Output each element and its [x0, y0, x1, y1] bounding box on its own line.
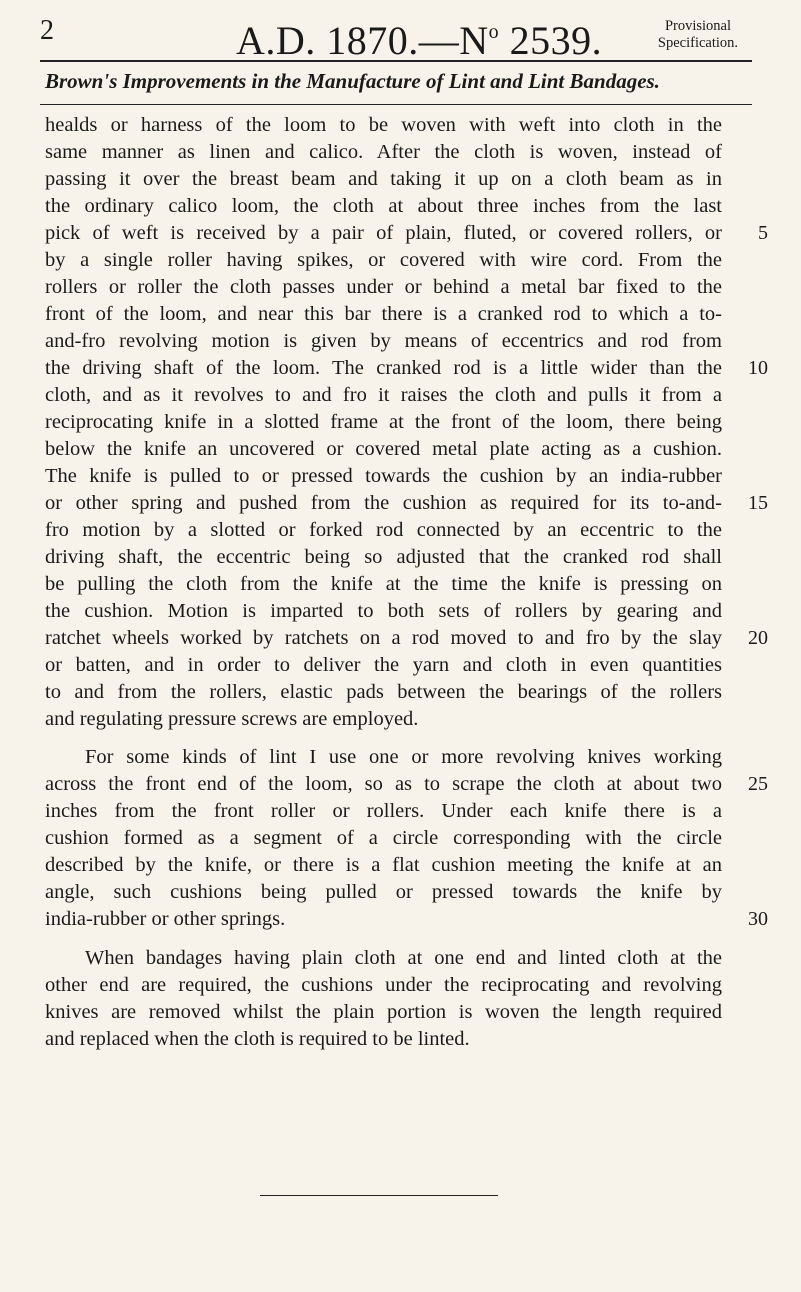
text-line: same manner as linen and calico. After the cloth is woven, instead of: [45, 141, 722, 163]
title-prefix: A.D. 1870.—N: [236, 18, 489, 63]
text-line: rollers or roller the cloth passes under or behind a metal bar fixed to the: [45, 276, 722, 298]
text-line: the driving shaft of the loom. The cranked rod is a little wider than the: [45, 357, 722, 379]
running-subtitle: Brown's Improvements in the Manufacture of Lint and Lint Bandages.: [45, 69, 660, 93]
text-line: and-fro revolving motion is given by means of eccentrics and rod from: [45, 330, 722, 352]
margin-line-number: 10: [748, 357, 768, 379]
text-line: cloth, and as it revolves to and fro it raises the cloth and pulls it from a: [45, 384, 722, 406]
text-line: other end are required, the cushions under the reciprocating and revolving: [45, 974, 722, 996]
text-line: fro motion by a slotted or forked rod connected by an eccentric to the: [45, 519, 722, 541]
text-line: by a single roller having spikes, or covered with wire cord. From the: [45, 249, 722, 271]
text-line: When bandages having plain cloth at one end and linted cloth at the: [85, 947, 722, 969]
text-line: across the front end of the loom, so as to scrape the cloth at about two: [45, 773, 722, 795]
text-line: pick of weft is received by a pair of plain, fluted, or covered rollers, or: [45, 222, 722, 244]
text-line: be pulling the cloth from the knife at the time the knife is pressing on: [45, 573, 722, 595]
margin-line-number: 30: [748, 908, 768, 930]
margin-line-number: 5: [758, 222, 768, 244]
text-line: or batten, and in order to deliver the yarn and cloth in even quantities: [45, 654, 722, 676]
text-line: front of the loom, and near this bar there is a cranked rod to which a to-: [45, 303, 722, 325]
text-line: cushion formed as a segment of a circle corresponding with the circle: [45, 827, 722, 849]
text-line: the ordinary calico loom, the cloth at about three inches from the last: [45, 195, 722, 217]
title-suffix: 2539.: [499, 18, 603, 63]
text-line: or other spring and pushed from the cushion as required for its to-and-: [45, 492, 722, 514]
text-line: knives are removed whilst the plain portion is woven the length required: [45, 1001, 722, 1023]
margin-line-number: 15: [748, 492, 768, 514]
text-line: india-rubber or other springs.: [45, 908, 286, 930]
margin-line-number: 25: [748, 773, 768, 795]
text-line: ratchet wheels worked by ratchets on a rod moved to and fro by the slay: [45, 627, 722, 649]
text-line: described by the knife, or there is a flat cushion meeting the knife at an: [45, 854, 722, 876]
subtitle-rule: [40, 104, 752, 105]
provisional-line-2: Specification.: [657, 35, 739, 51]
end-of-text-rule: [260, 1195, 498, 1196]
document-title: [236, 8, 602, 65]
text-line: below the knife an uncovered or covered metal plate acting as a cushion.: [45, 438, 722, 460]
text-line: healds or harness of the loom to be woven with weft into cloth in the: [45, 114, 722, 136]
text-line: angle, such cushions being pulled or pressed towards the knife by: [45, 881, 722, 903]
text-line: driving shaft, the eccentric being so adjusted that the cranked rod shall: [45, 546, 722, 568]
header-rule: [40, 60, 752, 62]
text-line: The knife is pulled to or pressed towards the cushion by an india-rubber: [45, 465, 722, 487]
text-line: the cushion. Motion is imparted to both sets of rollers by gearing and: [45, 600, 722, 622]
text-line: inches from the front roller or rollers. Under each knife there is a: [45, 800, 722, 822]
title-superscript: o: [488, 21, 500, 43]
provisional-specification-label: [648, 18, 748, 52]
provisional-line-1: Provisional: [664, 18, 732, 34]
text-line: and replaced when the cloth is required to be linted.: [45, 1028, 470, 1050]
margin-line-number: 20: [748, 627, 768, 649]
text-line: to and from the rollers, elastic pads between the bearings of the rollers: [45, 681, 722, 703]
text-line: and regulating pressure screws are employed.: [45, 708, 419, 730]
text-line: reciprocating knife in a slotted frame at the front of the loom, there being: [45, 411, 722, 433]
page-number: 2: [40, 15, 54, 46]
text-line: For some kinds of lint I use one or more revolving knives working: [85, 746, 722, 768]
text-line: passing it over the breast beam and taking it up on a cloth beam as in: [45, 168, 722, 190]
